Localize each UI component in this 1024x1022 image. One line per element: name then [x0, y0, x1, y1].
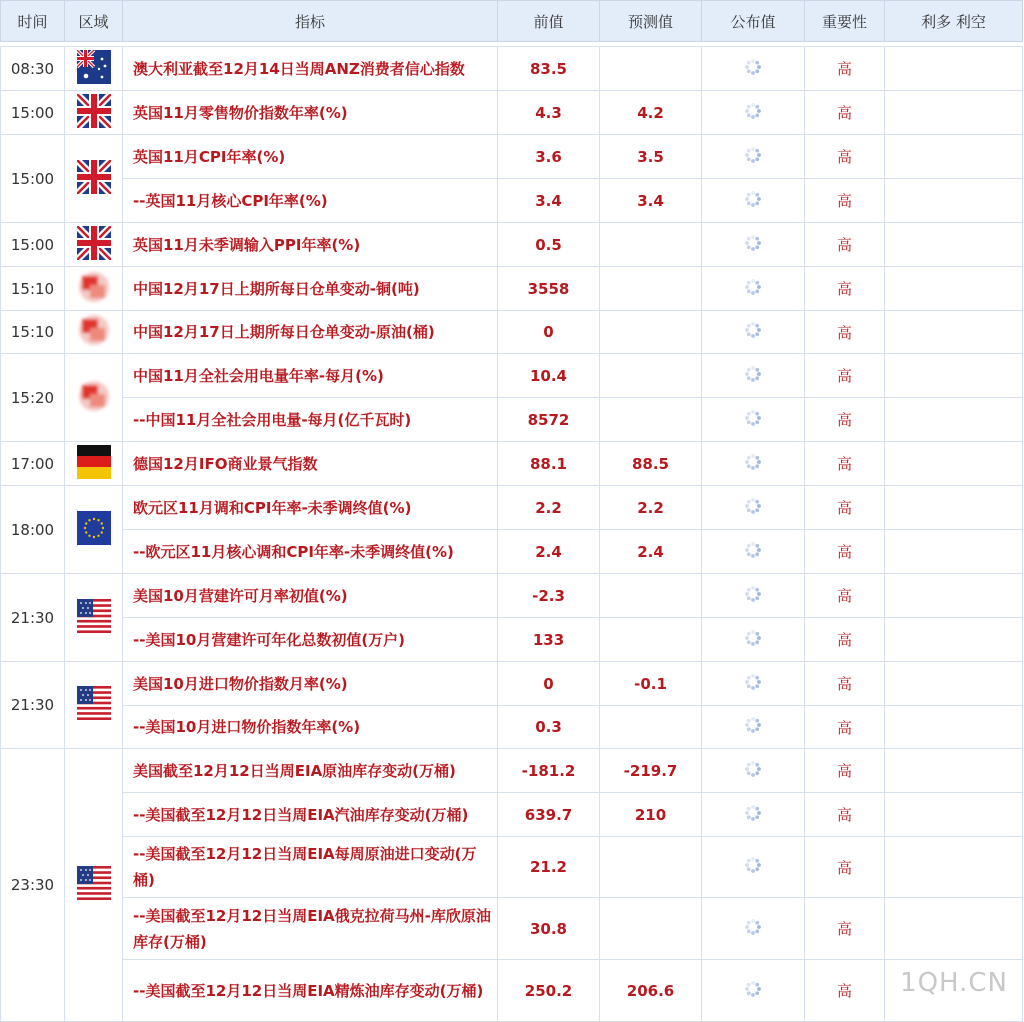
impact-cell: [885, 793, 1023, 837]
table-row: [1, 530, 1023, 574]
previous-value: 250.2: [498, 960, 600, 1022]
previous-value: 2.4: [498, 530, 600, 574]
indicator-name: 美国10月进口物价指数月率(%): [123, 662, 498, 706]
event-time: 15:20: [1, 354, 65, 442]
impact-cell: [885, 618, 1023, 662]
indicator-name: --美国截至12月12日当周EIA俄克拉荷马州-库欣原油库存(万桶): [123, 898, 498, 960]
table-row: [1, 442, 1023, 486]
loading-spinner-icon: [744, 325, 762, 343]
indicator-name: 德国12月IFO商业景气指数: [123, 442, 498, 486]
event-time: 15:00: [1, 223, 65, 267]
impact-cell: [885, 223, 1023, 267]
loading-spinner-icon: [744, 106, 762, 124]
actual-value-loading: [702, 442, 805, 486]
loading-spinner-icon: [744, 194, 762, 212]
table-row: [1, 135, 1023, 179]
watermark: 1QH.CN: [900, 968, 1008, 998]
loading-spinner-icon: [744, 501, 762, 519]
impact-cell: [885, 135, 1023, 179]
actual-value-loading: [702, 179, 805, 223]
region-flag-cell: [65, 442, 123, 486]
importance-level: 高: [805, 618, 885, 662]
importance-level: 高: [805, 311, 885, 354]
event-time: 23:30: [1, 749, 65, 1022]
actual-value-loading: [702, 749, 805, 793]
loading-spinner-icon: [744, 457, 762, 475]
event-time: 17:00: [1, 442, 65, 486]
loading-spinner-icon: [744, 984, 762, 1002]
header-time: 时间: [1, 1, 65, 42]
impact-cell: [885, 311, 1023, 354]
header-indicator: 指标: [123, 1, 498, 42]
importance-level: 高: [805, 749, 885, 793]
importance-level: 高: [805, 530, 885, 574]
indicator-name: 中国12月17日上期所每日仓单变动-原油(桶): [123, 311, 498, 354]
region-flag-cell: [65, 749, 123, 1022]
forecast-value: -219.7: [600, 749, 702, 793]
previous-value: -2.3: [498, 574, 600, 618]
previous-value: 3.4: [498, 179, 600, 223]
impact-cell: [885, 749, 1023, 793]
table-row: [1, 398, 1023, 442]
impact-cell: [885, 442, 1023, 486]
event-time: 08:30: [1, 47, 65, 91]
forecast-value: 2.4: [600, 530, 702, 574]
loading-spinner-icon: [744, 764, 762, 782]
region-flag-cell: [65, 574, 123, 662]
previous-value: 4.3: [498, 91, 600, 135]
uk-flag-icon: [77, 226, 111, 264]
table-row: [1, 267, 1023, 311]
actual-value-loading: [702, 47, 805, 91]
actual-value-loading: [702, 354, 805, 398]
loading-spinner-icon: [744, 282, 762, 300]
loading-spinner-icon: [744, 413, 762, 431]
loading-spinner-icon: [744, 150, 762, 168]
uk-flag-icon: [77, 160, 111, 198]
actual-value-loading: [702, 960, 805, 1022]
previous-value: 30.8: [498, 898, 600, 960]
actual-value-loading: [702, 135, 805, 179]
forecast-value: 210: [600, 793, 702, 837]
header-previous: 前值: [498, 1, 600, 42]
previous-value: 639.7: [498, 793, 600, 837]
actual-value-loading: [702, 793, 805, 837]
usa-flag-icon: [77, 599, 111, 637]
forecast-value: [600, 618, 702, 662]
actual-value-loading: [702, 662, 805, 706]
importance-level: 高: [805, 47, 885, 91]
eurozone-flag-icon: [77, 511, 111, 549]
table-row: [1, 574, 1023, 618]
indicator-name: 中国12月17日上期所每日仓单变动-铜(吨): [123, 267, 498, 311]
previous-value: 133: [498, 618, 600, 662]
region-flag-cell: [65, 91, 123, 135]
usa-flag-icon: [77, 866, 111, 904]
importance-level: 高: [805, 354, 885, 398]
region-flag-cell: [65, 662, 123, 749]
loading-spinner-icon: [744, 860, 762, 878]
actual-value-loading: [702, 837, 805, 898]
previous-value: 0: [498, 311, 600, 354]
forecast-value: [600, 574, 702, 618]
china-blurred-flag-icon: [77, 379, 111, 417]
impact-cell: [885, 898, 1023, 960]
header-importance: 重要性: [805, 1, 885, 42]
previous-value: 0.3: [498, 706, 600, 749]
actual-value-loading: [702, 486, 805, 530]
previous-value: 2.2: [498, 486, 600, 530]
table-row: [1, 706, 1023, 749]
loading-spinner-icon: [744, 589, 762, 607]
previous-value: 0.5: [498, 223, 600, 267]
previous-value: 21.2: [498, 837, 600, 898]
importance-level: 高: [805, 442, 885, 486]
actual-value-loading: [702, 706, 805, 749]
region-flag-cell: [65, 223, 123, 267]
loading-spinner-icon: [744, 62, 762, 80]
loading-spinner-icon: [744, 808, 762, 826]
impact-cell: [885, 706, 1023, 749]
header-impact: 利多 利空: [885, 1, 1023, 42]
indicator-name: --美国截至12月12日当周EIA精炼油库存变动(万桶): [123, 960, 498, 1022]
impact-cell: [885, 486, 1023, 530]
forecast-value: [600, 898, 702, 960]
loading-spinner-icon: [744, 545, 762, 563]
table-row: [1, 91, 1023, 135]
importance-level: 高: [805, 706, 885, 749]
impact-cell: [885, 91, 1023, 135]
indicator-name: --中国11月全社会用电量-每月(亿千瓦时): [123, 398, 498, 442]
impact-cell: [885, 530, 1023, 574]
event-time: 18:00: [1, 486, 65, 574]
impact-cell: [885, 47, 1023, 91]
event-time: 15:10: [1, 267, 65, 311]
importance-level: 高: [805, 267, 885, 311]
indicator-name: 英国11月未季调输入PPI年率(%): [123, 223, 498, 267]
loading-spinner-icon: [744, 238, 762, 256]
forecast-value: 4.2: [600, 91, 702, 135]
germany-flag-icon: [77, 445, 111, 483]
indicator-name: --美国截至12月12日当周EIA每周原油进口变动(万桶): [123, 837, 498, 898]
forecast-value: 88.5: [600, 442, 702, 486]
forecast-value: [600, 837, 702, 898]
table-header-row: [1, 1, 1023, 42]
actual-value-loading: [702, 223, 805, 267]
previous-value: -181.2: [498, 749, 600, 793]
importance-level: 高: [805, 898, 885, 960]
loading-spinner-icon: [744, 677, 762, 695]
previous-value: 3558: [498, 267, 600, 311]
actual-value-loading: [702, 898, 805, 960]
table-row: [1, 223, 1023, 267]
forecast-value: [600, 706, 702, 749]
impact-cell: [885, 574, 1023, 618]
table-row: [1, 662, 1023, 706]
previous-value: 0: [498, 662, 600, 706]
table-row: [1, 311, 1023, 354]
table-row: [1, 354, 1023, 398]
importance-level: 高: [805, 135, 885, 179]
forecast-value: 3.4: [600, 179, 702, 223]
region-flag-cell: [65, 267, 123, 311]
uk-flag-icon: [77, 94, 111, 132]
indicator-name: 澳大利亚截至12月14日当周ANZ消费者信心指数: [123, 47, 498, 91]
importance-level: 高: [805, 837, 885, 898]
impact-cell: [885, 267, 1023, 311]
previous-value: 3.6: [498, 135, 600, 179]
region-flag-cell: [65, 354, 123, 442]
table-row: [1, 47, 1023, 91]
previous-value: 10.4: [498, 354, 600, 398]
loading-spinner-icon: [744, 720, 762, 738]
indicator-name: 美国截至12月12日当周EIA原油库存变动(万桶): [123, 749, 498, 793]
loading-spinner-icon: [744, 369, 762, 387]
importance-level: 高: [805, 223, 885, 267]
loading-spinner-icon: [744, 633, 762, 651]
previous-value: 83.5: [498, 47, 600, 91]
forecast-value: 3.5: [600, 135, 702, 179]
forecast-value: 206.6: [600, 960, 702, 1022]
forecast-value: [600, 267, 702, 311]
forecast-value: [600, 223, 702, 267]
event-time: 15:10: [1, 311, 65, 354]
actual-value-loading: [702, 267, 805, 311]
china-blurred-flag-icon: [77, 313, 111, 351]
importance-level: 高: [805, 662, 885, 706]
forecast-value: [600, 47, 702, 91]
china-blurred-flag-icon: [77, 270, 111, 308]
importance-level: 高: [805, 486, 885, 530]
region-flag-cell: [65, 135, 123, 223]
impact-cell: [885, 354, 1023, 398]
forecast-value: -0.1: [600, 662, 702, 706]
previous-value: 88.1: [498, 442, 600, 486]
indicator-name: 英国11月零售物价指数年率(%): [123, 91, 498, 135]
forecast-value: 2.2: [600, 486, 702, 530]
table-row: [1, 486, 1023, 530]
event-time: 21:30: [1, 662, 65, 749]
region-flag-cell: [65, 311, 123, 354]
previous-value: 8572: [498, 398, 600, 442]
impact-cell: [885, 398, 1023, 442]
importance-level: 高: [805, 574, 885, 618]
impact-cell: [885, 837, 1023, 898]
actual-value-loading: [702, 91, 805, 135]
indicator-name: 美国10月营建许可月率初值(%): [123, 574, 498, 618]
event-time: 21:30: [1, 574, 65, 662]
forecast-value: [600, 398, 702, 442]
actual-value-loading: [702, 574, 805, 618]
loading-spinner-icon: [744, 922, 762, 940]
australia-flag-icon: [77, 50, 111, 88]
table-row: [1, 837, 1023, 898]
event-time: 15:00: [1, 91, 65, 135]
impact-cell: [885, 662, 1023, 706]
region-flag-cell: [65, 47, 123, 91]
table-row: [1, 749, 1023, 793]
indicator-name: --欧元区11月核心调和CPI年率-未季调终值(%): [123, 530, 498, 574]
header-region: 区域: [65, 1, 123, 42]
table-row: [1, 179, 1023, 223]
indicator-name: 中国11月全社会用电量年率-每月(%): [123, 354, 498, 398]
event-time: 15:00: [1, 135, 65, 223]
importance-level: 高: [805, 793, 885, 837]
actual-value-loading: [702, 311, 805, 354]
indicator-name: --美国截至12月12日当周EIA汽油库存变动(万桶): [123, 793, 498, 837]
table-row: [1, 898, 1023, 960]
header-actual: 公布值: [702, 1, 805, 42]
indicator-name: --美国10月进口物价指数年率(%): [123, 706, 498, 749]
actual-value-loading: [702, 398, 805, 442]
table-row: [1, 960, 1023, 1022]
importance-level: 高: [805, 179, 885, 223]
indicator-name: --英国11月核心CPI年率(%): [123, 179, 498, 223]
header-forecast: 预测值: [600, 1, 702, 42]
table-row: [1, 793, 1023, 837]
usa-flag-icon: [77, 686, 111, 724]
importance-level: 高: [805, 91, 885, 135]
indicator-name: 欧元区11月调和CPI年率-未季调终值(%): [123, 486, 498, 530]
importance-level: 高: [805, 960, 885, 1022]
importance-level: 高: [805, 398, 885, 442]
indicator-name: --美国10月营建许可年化总数初值(万户): [123, 618, 498, 662]
forecast-value: [600, 311, 702, 354]
actual-value-loading: [702, 530, 805, 574]
region-flag-cell: [65, 486, 123, 574]
forecast-value: [600, 354, 702, 398]
indicator-name: 英国11月CPI年率(%): [123, 135, 498, 179]
actual-value-loading: [702, 618, 805, 662]
impact-cell: [885, 179, 1023, 223]
table-row: [1, 618, 1023, 662]
